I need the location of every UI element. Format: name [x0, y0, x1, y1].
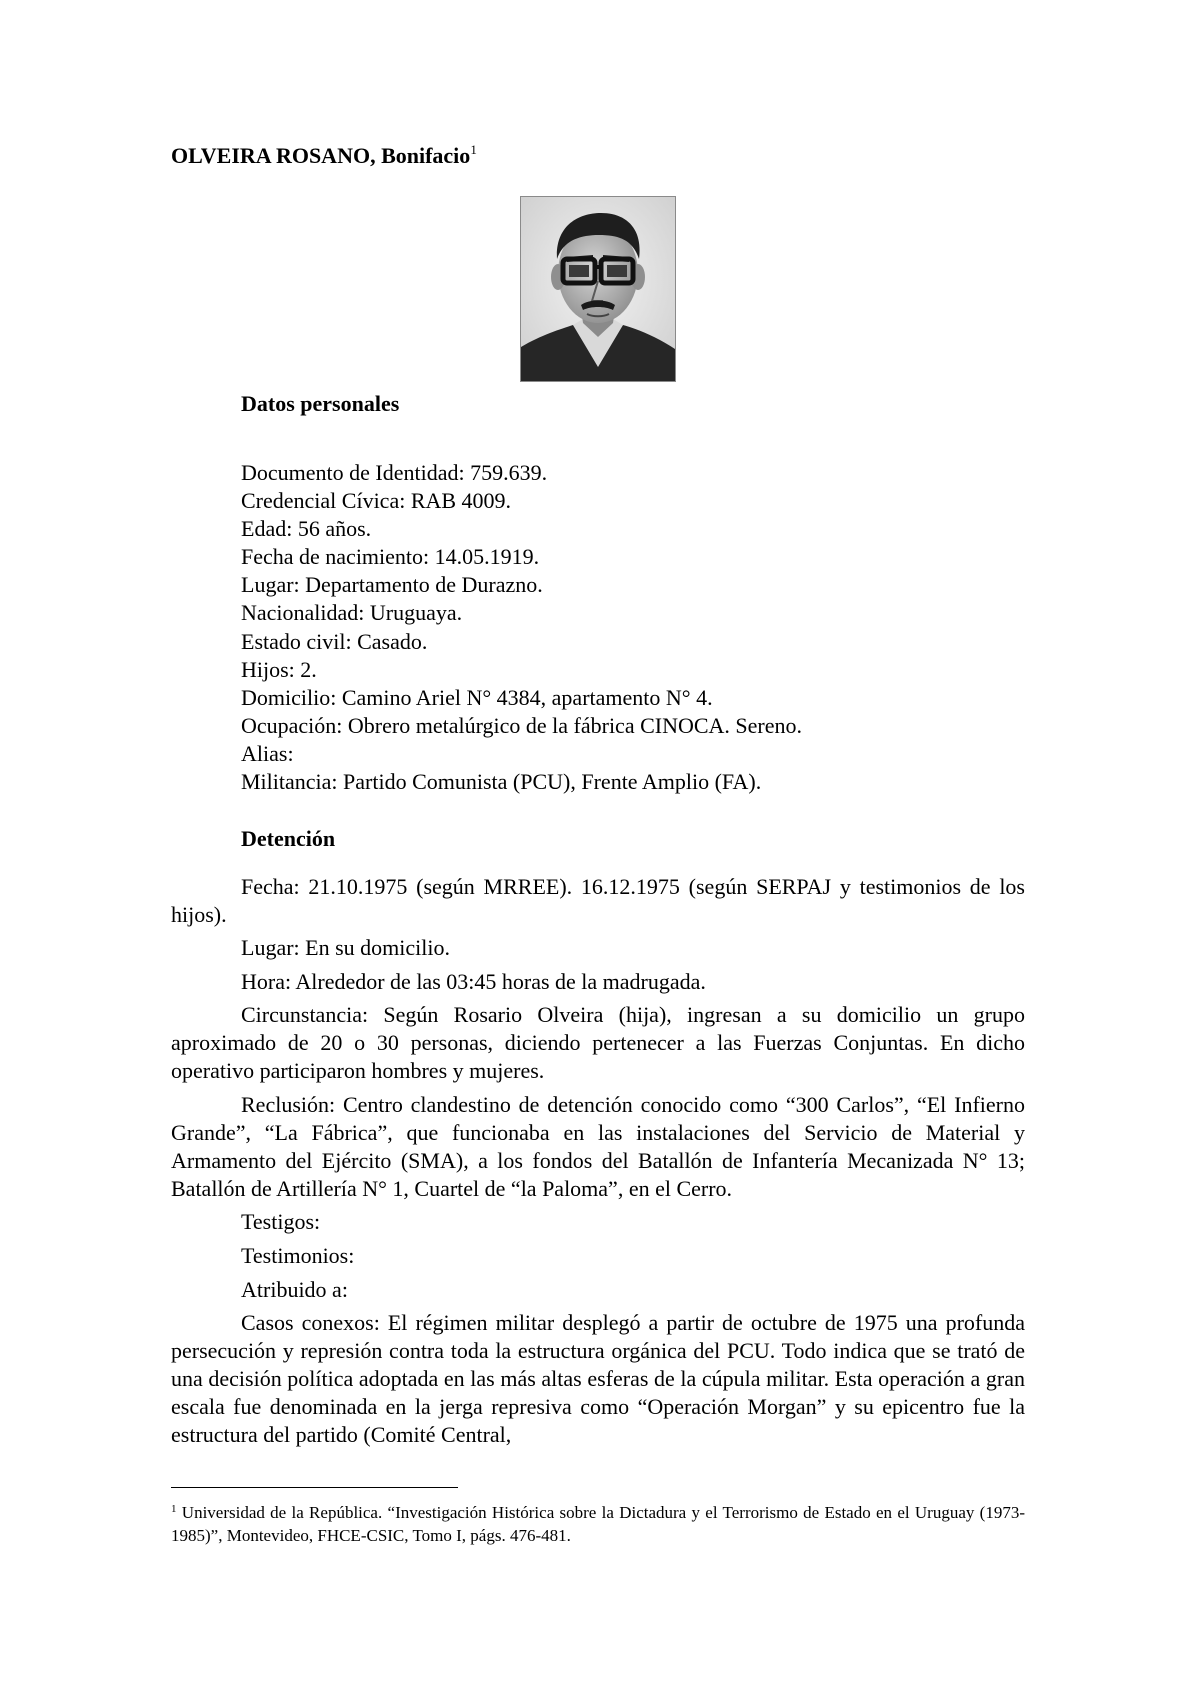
portrait-photo-drawing: [521, 197, 675, 381]
personal-data-heading: Datos personales: [241, 391, 400, 416]
footnote-reference: 1: [470, 142, 477, 157]
detention-place-paragraph: Lugar: En su domicilio.: [241, 935, 450, 960]
testimonies-paragraph: Testimonios:: [241, 1243, 355, 1268]
personal-data-item-address: Domicilio: Camino Ariel N° 4384, apartamento N° 4.: [241, 684, 713, 710]
portrait-photo: [520, 196, 676, 382]
personal-data-item-militancy: Militancia: Partido Comunista (PCU), Frente Amplio (FA).: [241, 769, 762, 795]
personal-data-item-occupation: Ocupación: Obrero metalúrgico de la fábrica CINOCA. Sereno.: [241, 712, 803, 738]
personal-data-item-age: Edad: 56 años.: [241, 516, 372, 542]
footnote-mark: 1: [171, 1503, 177, 1515]
page-title: [171, 142, 477, 170]
attributed-to-paragraph: Atribuido a:: [241, 1277, 348, 1302]
personal-data-item-document: Documento de Identidad: 759.639.: [241, 460, 548, 485]
detention-heading: Detención: [241, 826, 336, 851]
personal-data-item-civic-credential: Credencial Cívica: RAB 4009.: [241, 488, 512, 514]
personal-data-list: [241, 459, 802, 796]
personal-data-item-birth-place: Lugar: Departamento de Durazno.: [241, 572, 543, 598]
footnote-text: Universidad de la República. “Investigación Histórica sobre la Dictadura y el Terrorismo de Estado en el Uruguay (1973-1985)”, Montevideo, FHCE-CSIC, Tomo I, págs. 476-481.: [171, 1503, 1025, 1545]
detention-confinement-paragraph: Reclusión: Centro clandestino de detención conocido como “300 Carlos”, “El Infierno Grande”, “La Fábrica”, que funcionaba en las instalaciones del Servicio de Material y Armamento del Ejército (SMA), a los fondos del Batallón de Infantería Mecanizada N° 13; Batallón de Artillería N° 1, Cuartel de “la Paloma”, en el Cerro.: [171, 1092, 1025, 1201]
page-title-text: OLVEIRA ROSANO, Bonifacio: [171, 143, 471, 168]
detention-date-paragraph: Fecha: 21.10.1975 (según MRREE). 16.12.1975 (según SERPAJ y testimonios de los hijos).: [171, 874, 1025, 927]
footnote-separator: [171, 1487, 458, 1488]
footnote: [171, 1501, 1025, 1547]
detention-circumstance-paragraph: Circunstancia: Según Rosario Olveira (hija), ingresan a su domicilio un grupo aproximado de 20 o 30 personas, diciendo pertenecer a las Fuerzas Conjuntas. En dicho operativo participaron hombres y mujeres.: [171, 1002, 1025, 1083]
personal-data-item-birth-date: Fecha de nacimiento: 14.05.1919.: [241, 544, 540, 570]
witnesses-paragraph: Testigos:: [241, 1209, 321, 1234]
detention-time-paragraph: Hora: Alrededor de las 03:45 horas de la madrugada.: [241, 969, 706, 994]
personal-data-item-children: Hijos: 2.: [241, 656, 317, 682]
related-cases-paragraph: Casos conexos: El régimen militar desplegó a partir de octubre de 1975 una profunda persecución y represión contra toda la estructura orgánica del PCU. Todo indica que se trató de una decisión política adoptada en las más altas esferas de la cúpula militar. Esta operación a gran escala fue denominada en la jerga represiva como “Operación Morgan” y su epicentro fue la estructura del partido (Comité Central,: [171, 1310, 1025, 1447]
personal-data-item-alias: Alias:: [241, 740, 294, 766]
personal-data-item-nationality: Nacionalidad: Uruguaya.: [241, 600, 463, 626]
personal-data-item-civil-status: Estado civil: Casado.: [241, 628, 428, 654]
